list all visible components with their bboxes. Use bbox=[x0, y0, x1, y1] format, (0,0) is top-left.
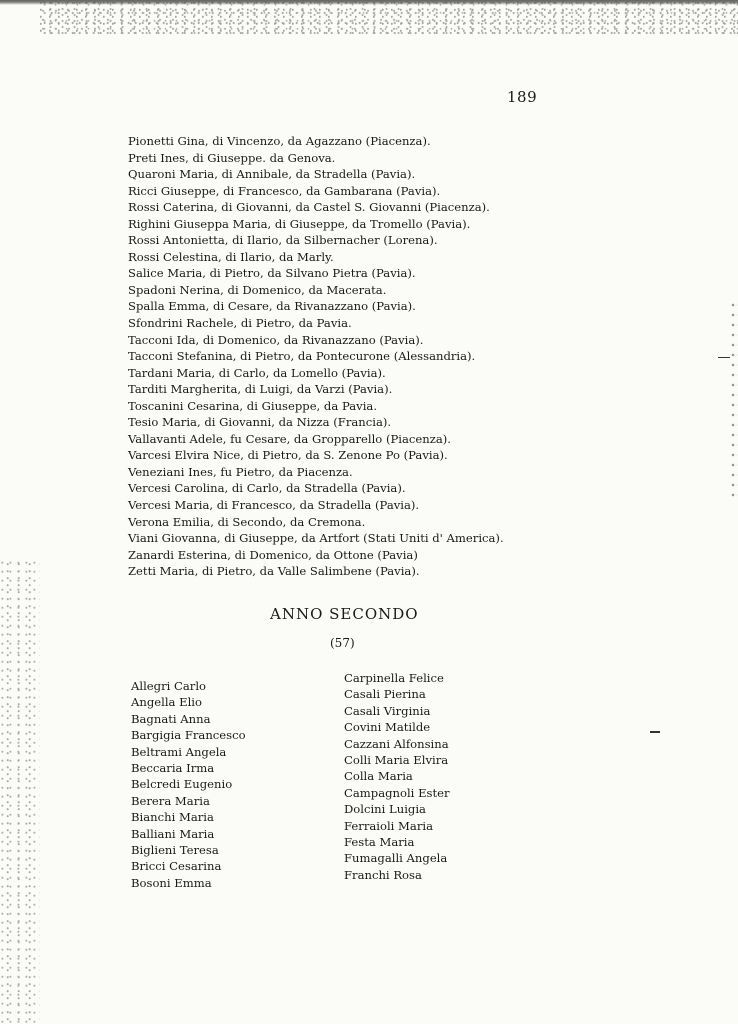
list-item: Spadoni Nerina, di Domenico, da Macerata. bbox=[128, 282, 387, 297]
list-item: Vercesi Maria, di Francesco, da Stradella (Pavia). bbox=[128, 498, 420, 513]
list-item: Zanardi Esterina, di Domenico, da Ottone (Pavia) bbox=[128, 547, 418, 562]
list-item: Carpinella Felice bbox=[344, 671, 444, 685]
list-item: Viani Giovanna, di Giuseppe, da Artfort (Stati Uniti d' America). bbox=[128, 531, 504, 546]
list-item: Preti Ines, di Giuseppe. da Genova. bbox=[128, 150, 336, 165]
list-item: Beltrami Angela bbox=[131, 744, 227, 759]
section-title: ANNO SECONDO bbox=[270, 605, 419, 623]
list-item: Salice Maria, di Pietro, da Silvano Pietra (Pavia). bbox=[128, 266, 416, 281]
list-item: Franchi Rosa bbox=[344, 867, 422, 882]
list-item: Campagnoli Ester bbox=[344, 785, 450, 800]
list-item: Biglieni Teresa bbox=[131, 843, 219, 858]
left-name-column bbox=[131, 678, 246, 891]
list-item: Casali Pierina bbox=[344, 687, 426, 702]
list-item: Festa Maria bbox=[344, 835, 415, 850]
list-item: Rossi Celestina, di Ilario, da Marly. bbox=[128, 249, 334, 264]
list-item: Toscanini Cesarina, di Giuseppe, da Pavia. bbox=[128, 398, 377, 413]
list-item: Bosoni Emma bbox=[131, 875, 212, 890]
list-item: Belcredi Eugenio bbox=[131, 777, 233, 792]
list-item: Angella Elio bbox=[131, 695, 202, 710]
list-item: Covini Matilde bbox=[344, 720, 431, 735]
list-item: Bargigia Francesco bbox=[131, 728, 246, 743]
list-item: Fumagalli Angela bbox=[344, 851, 448, 866]
list-item: Ricci Giuseppe, di Francesco, da Gambarana (Pavia). bbox=[128, 183, 441, 198]
list-item: Pionetti Gina, di Vincenzo, da Agazzano (Piacenza). bbox=[128, 134, 431, 148]
list-item: Rossi Antonietta, di Ilario, da Silbernacher (Lorena). bbox=[128, 233, 438, 248]
margin-mark bbox=[718, 357, 730, 358]
list-item: Tesio Maria, di Giovanni, da Nizza (Francia). bbox=[128, 415, 392, 430]
list-item: Righini Giuseppa Maria, di Giuseppe, da Tromello (Pavia). bbox=[128, 216, 471, 231]
list-item: Colla Maria bbox=[344, 769, 413, 784]
list-item: Tardani Maria, di Carlo, da Lomello (Pavia). bbox=[128, 365, 386, 380]
list-item: Beccaria Irma bbox=[131, 761, 215, 776]
list-item: Allegri Carlo bbox=[131, 679, 207, 693]
list-item: Vallavanti Adele, fu Cesare, da Gropparello (Piacenza). bbox=[128, 431, 451, 446]
margin-mark bbox=[650, 731, 660, 733]
list-item: Verona Emilia, di Secondo, da Cremona. bbox=[128, 514, 366, 529]
scan-noise-right bbox=[730, 300, 738, 500]
list-item: Bianchi Maria bbox=[131, 810, 214, 825]
list-item: Tacconi Ida, di Domenico, da Rivanazzano (Pavia). bbox=[128, 332, 424, 347]
list-item: Berera Maria bbox=[131, 793, 210, 808]
list-item: Tacconi Stefanina, di Pietro, da Pontecurone (Alessandria). bbox=[128, 349, 476, 364]
list-item: Dolcini Luigia bbox=[344, 802, 426, 817]
list-item: Tarditi Margherita, di Luigi, da Varzi (Pavia). bbox=[128, 382, 393, 397]
list-item: Colli Maria Elvira bbox=[344, 753, 449, 768]
scan-noise-left bbox=[0, 560, 40, 1024]
list-item: Ferraioli Maria bbox=[344, 818, 434, 833]
list-item: Vercesi Carolina, di Carlo, da Stradella (Pavia). bbox=[128, 481, 406, 496]
right-name-column bbox=[344, 670, 450, 883]
section-count: (57) bbox=[330, 636, 355, 650]
list-item: Bricci Cesarina bbox=[131, 859, 222, 874]
list-item: Sfondrini Rachele, di Pietro, da Pavia. bbox=[128, 316, 352, 331]
list-item: Bagnati Anna bbox=[131, 711, 211, 726]
list-item: Rossi Caterina, di Giovanni, da Castel S. Giovanni (Piacenza). bbox=[128, 200, 490, 215]
list-item: Varcesi Elvira Nice, di Pietro, da S. Zenone Po (Pavia). bbox=[128, 448, 448, 463]
list-item: Veneziani Ines, fu Pietro, da Piacenza. bbox=[128, 464, 353, 479]
page-number: 189 bbox=[507, 88, 538, 106]
list-item: Cazzani Alfonsina bbox=[344, 736, 449, 751]
scan-noise-top bbox=[40, 0, 738, 34]
list-item: Quaroni Maria, di Annibale, da Stradella (Pavia). bbox=[128, 167, 416, 182]
student-name-list bbox=[128, 133, 578, 580]
list-item: Balliani Maria bbox=[131, 826, 215, 841]
list-item: Spalla Emma, di Cesare, da Rivanazzano (Pavia). bbox=[128, 299, 416, 314]
list-item: Casali Virginia bbox=[344, 703, 431, 718]
list-item: Zetti Maria, di Pietro, da Valle Salimbene (Pavia). bbox=[128, 564, 420, 579]
